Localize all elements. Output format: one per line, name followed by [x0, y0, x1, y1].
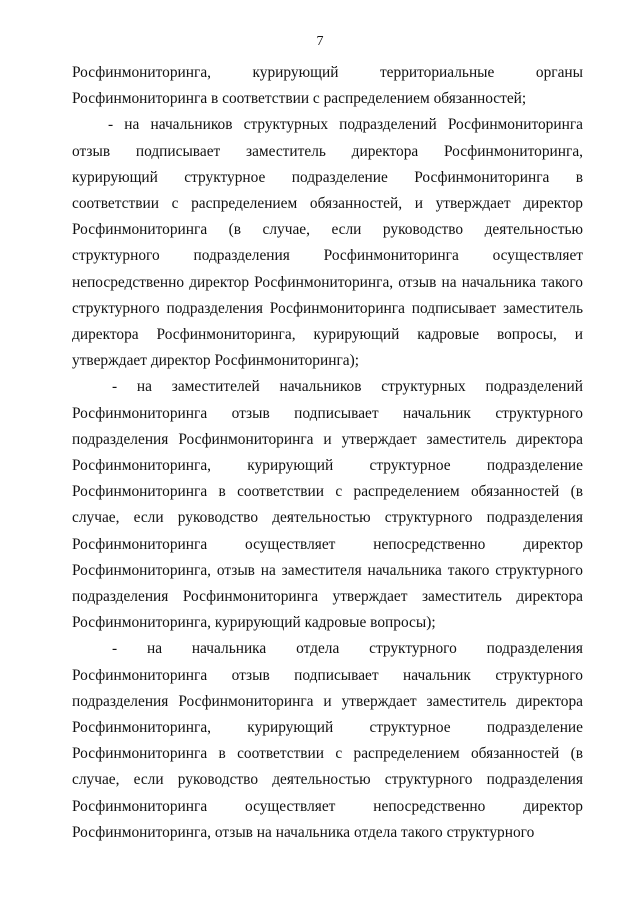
paragraph-heads-of-departments: - на начальника отдела структурного подразделения Росфинмониторинга отзыв подписывает начальник структурного подразделения Росфинмониторинга и утверждает заместитель директора Росфинмониторинга, курирующий структурное подразделение Росфинмониторинга в соответствии с распределением обязанностей (в случае, если руководство деятельностью структурного подразделения Росфинмониторинга осуществляет непосредственно директор Росфинмониторинга, отзыв на начальника отдела такого структурного — [72, 640, 583, 841]
page-number: 7 — [316, 34, 324, 49]
paragraph-heads-of-divisions: - на начальников структурных подразделений Росфинмониторинга отзыв подписывает заместитель директора Росфинмониторинга, курирующий структурное подразделение Росфинмониторинга в соответствии с распределением обязанностей, и утверждает директор Росфинмониторинга (в случае, если руководство деятельностью структурного подразделения Росфинмониторинга осуществляет непосредственно директор Росфинмониторинга, отзыв на начальника такого структурного подразделения Росфинмониторинга подписывает заместитель директора Росфинмониторинга, курирующий кадровые вопросы, и утверждает директор Росфинмониторинга); — [72, 116, 583, 370]
document-body — [72, 60, 583, 846]
paragraph-continuation: Росфинмониторинга, курирующий территориальные органы Росфинмониторинга в соответствии с распределением обязанностей; — [72, 64, 583, 108]
paragraph-deputy-heads-of-divisions: - на заместителей начальников структурных подразделений Росфинмониторинга отзыв подписывает начальник структурного подразделения Росфинмониторинга и утверждает заместитель директора Росфинмониторинга, курирующий структурное подразделение Росфинмониторинга в соответствии с распределением обязанностей (в случае, если руководство деятельностью структурного подразделения Росфинмониторинга осуществляет непосредственно директор Росфинмониторинга, отзыв на заместителя начальника такого структурного подразделения Росфинмониторинга утверждает заместитель директора Росфинмониторинга, курирующий кадровые вопросы); — [72, 378, 583, 632]
